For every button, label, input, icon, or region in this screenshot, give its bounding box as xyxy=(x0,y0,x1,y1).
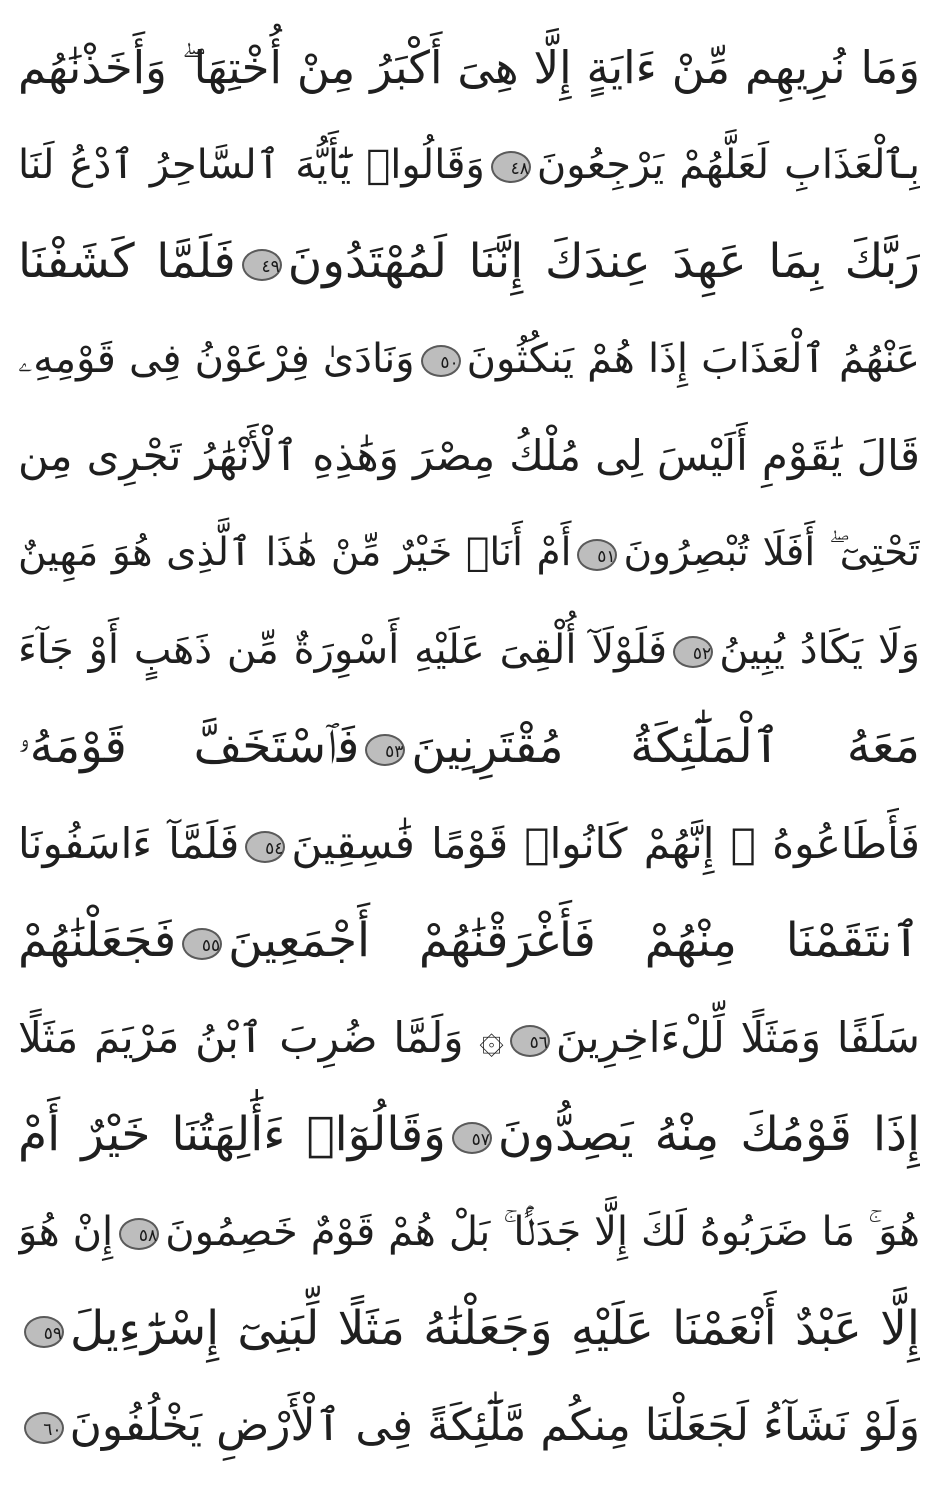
verse-text: ٱنتَقَمْنَا مِنْهُمْ فَأَغْرَقْنَٰهُمْ أَجْمَعِينَ xyxy=(228,913,920,968)
ayah-number-marker: ٥١ xyxy=(577,539,617,571)
ayah-number-marker: ٥٧ xyxy=(452,1122,492,1154)
verse-line xyxy=(18,1283,920,1375)
verse-line xyxy=(18,216,920,308)
verse-text: فَلَمَّآ ءَاسَفُونَا xyxy=(18,819,240,868)
verse-text: أَمْ أَنَا۠ خَيْرٌ مِّنْ هَٰذَا ٱلَّذِى هُوَ مَهِينٌ xyxy=(18,530,572,575)
ayah-number-marker: ٤٩ xyxy=(242,249,282,281)
verse-text: بِٱلْعَذَابِ لَعَلَّهُمْ يَرْجِعُونَ xyxy=(536,142,920,188)
verse-text: فَٱسْتَخَفَّ قَوْمَهُۥ xyxy=(18,719,360,774)
verse-text: هُوَ ۚ مَا ضَرَبُوهُ لَكَ إِلَّا جَدَلًۢا ۚ بَلْ هُمْ قَوْمٌ خَصِمُونَ xyxy=(165,1209,920,1255)
verse-line xyxy=(18,119,920,211)
verse-line xyxy=(18,22,920,114)
verse-text: وَلَا يَكَادُ يُبِينُ xyxy=(719,627,920,673)
verse-line xyxy=(18,313,920,405)
ayah-number-marker: ٥٦ xyxy=(510,1025,550,1057)
verse-text: وَقَالُوا۟ يَٰٓأَيُّهَ ٱلسَّاحِرُ ٱدْعُ لَنَا xyxy=(18,142,485,188)
verse-line xyxy=(18,895,920,987)
verse-text: فَلَمَّا كَشَفْنَا xyxy=(18,234,236,289)
verse-line xyxy=(18,1380,920,1472)
verse-text: سَلَفًا وَمَثَلًا لِّلْءَاخِرِينَ xyxy=(555,1013,920,1062)
verse-line xyxy=(18,798,920,890)
verse-text: مَعَهُ ٱلْمَلَٰٓئِكَةُ مُقْتَرِنِينَ xyxy=(411,719,920,774)
verse-text: عَنْهُمُ ٱلْعَذَابَ إِذَا هُمْ يَنكُثُونَ xyxy=(466,336,920,382)
verse-text: ۞ وَلَمَّا ضُرِبَ ٱبْنُ مَرْيَمَ مَثَلًا xyxy=(18,1013,504,1062)
verse-line xyxy=(18,701,920,793)
verse-text: تَحْتِىٓ ۖ أَفَلَا تُبْصِرُونَ xyxy=(623,530,920,575)
verse-text: إِلَّا عَبْدٌ أَنْعَمْنَا عَلَيْهِ وَجَعَلْنَٰهُ مَثَلًا لِّبَنِىٓ إِسْرَٰٓءِيلَ xyxy=(70,1301,920,1356)
verse-text: وَلَوْ نَشَآءُ لَجَعَلْنَا مِنكُم مَّلَٰٓئِكَةً فِى ٱلْأَرْضِ يَخْلُفُونَ xyxy=(69,1400,920,1451)
ayah-number-marker: ٥٩ xyxy=(24,1316,64,1348)
ayah-number-marker: ٥٥ xyxy=(182,928,222,960)
verse-text: رَبَّكَ بِمَا عَهِدَ عِندَكَ إِنَّنَا لَمُهْتَدُونَ xyxy=(287,234,920,289)
verse-line xyxy=(18,604,920,696)
ayah-number-marker: ٥٤ xyxy=(245,831,285,863)
verse-text: وَمَا نُرِيهِم مِّنْ ءَايَةٍ إِلَّا هِىَ أَكْبَرُ مِنْ أُخْتِهَا ۖ وَأَخَذْنَٰهُم xyxy=(18,41,920,94)
verse-text: قَالَ يَٰقَوْمِ أَلَيْسَ لِى مُلْكُ مِصْرَ وَهَٰذِهِ ٱلْأَنْهَٰرُ تَجْرِى مِن xyxy=(18,431,920,480)
ayah-number-marker: ٥٣ xyxy=(365,734,405,766)
verse-line xyxy=(18,1089,920,1181)
ayah-number-marker: ٤٨ xyxy=(491,151,531,183)
verse-line xyxy=(18,992,920,1084)
ayah-number-marker: ٦٠ xyxy=(24,1412,64,1444)
ayah-number-marker: ٥٢ xyxy=(673,636,713,668)
verse-text: فَجَعَلْنَٰهُمْ xyxy=(18,913,177,968)
verse-line xyxy=(18,507,920,599)
verse-text: إِنْ هُوَ xyxy=(18,1209,114,1255)
ayah-number-marker: ٥٠ xyxy=(421,345,461,377)
verse-text: فَلَوْلَآ أُلْقِىَ عَلَيْهِ أَسْوِرَةٌ مِّن ذَهَبٍ أَوْ جَآءَ xyxy=(18,627,668,673)
verse-text: إِذَا قَوْمُكَ مِنْهُ يَصِدُّونَ xyxy=(497,1107,920,1162)
ayah-number-marker: ٥٨ xyxy=(119,1218,159,1250)
verse-text: وَقَالُوٓا۟ ءَأَٰلِهَتُنَا خَيْرٌ أَمْ xyxy=(18,1107,446,1162)
verse-line xyxy=(18,1186,920,1278)
verse-text: فَأَطَاعُوهُ ۚ إِنَّهُمْ كَانُوا۟ قَوْمًا فَٰسِقِينَ xyxy=(291,819,920,868)
verse-line xyxy=(18,410,920,502)
verse-text: وَنَادَىٰ فِرْعَوْنُ فِى قَوْمِهِۦ xyxy=(18,336,415,382)
